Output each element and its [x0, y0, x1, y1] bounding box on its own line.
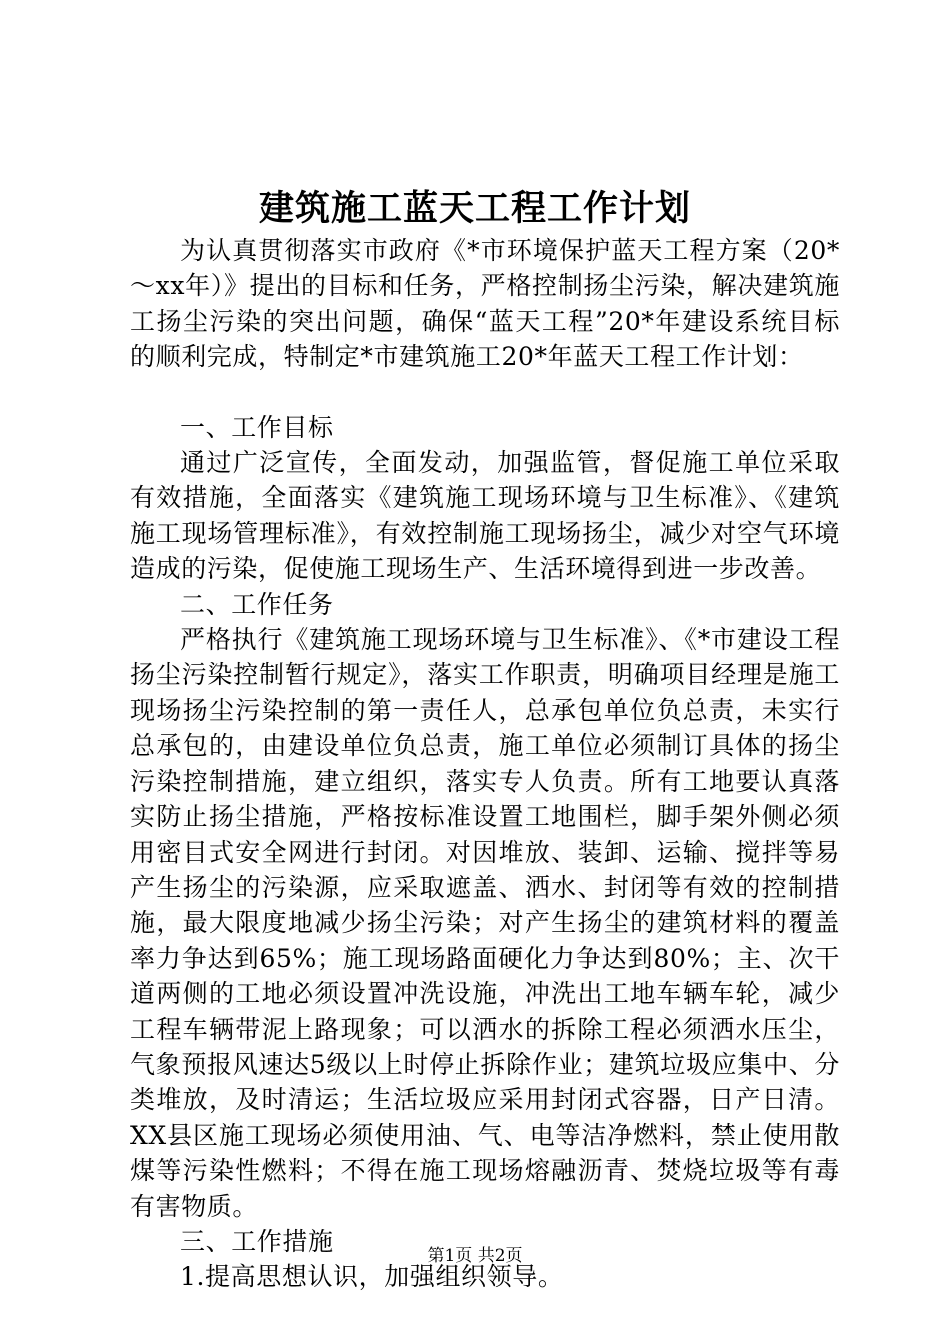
measures-item-1: 1.提高思想认识，加强组织领导。 [180, 1262, 564, 1292]
section-body-goals: 通过广泛宣传，全面发动，加强监管，督促施工单位采取有效措施，全面落实《建筑施工现场环境与卫生标准》、《建筑施工现场管理标准》，有效控制施工现场扬尘，减少对空气环境造成的污染，促使施工现场生产、生活环境得到进一步改善。 [130, 448, 840, 584]
section-heading-tasks: 二、工作任务 [180, 589, 334, 619]
page-number-footer: 第1页 共2页 [427, 1246, 523, 1266]
paragraph-spacer [130, 375, 840, 410]
section-body-tasks: 严格执行《建筑施工现场环境与卫生标准》、《*市建设工程扬尘污染控制暂行规定》，落实工作职责，明确项目经理是施工现场扬尘污染控制的第一责任人，总承包单位负总责，未实行总承包的，由建设单位负总责，施工单位必须制订具体的扬尘污染控制措施，建立组织，落实专人负责。所有工地要认真落实防止扬尘措施，严格按标准设置工地围栏，脚手架外侧必须用密目式安全网进行封闭。对因堆放、装卸、运输、搅拌等易产生扬尘的污染源，应采取遮盖、洒水、封闭等有效的控制措施，最大限度地减少扬尘污染；对产生扬尘的建筑材料的覆盖率力争达到65%；施工现场路面硬化力争达到80%；主、次干道两侧的工地必须设置冲洗设施，冲洗出工地车辆车轮，减少工程车辆带泥上路现象；可以洒水的拆除工程必须洒水压尘，气象预报风速达5级以上时停止拆除作业；建筑垃圾应集中、分类堆放，及时清运；生活垃圾应采用封闭式容器，日产日清。XX县区施工现场必须使用油、气、电等洁净燃料，禁止使用散煤等污染性燃料；不得在施工现场熔融沥青、焚烧垃圾等有毒有害物质。 [130, 625, 840, 1221]
document-body [130, 233, 840, 1295]
section-heading-goals: 一、工作目标 [180, 412, 334, 442]
section-heading-measures: 三、工作措施 [180, 1226, 334, 1256]
intro-paragraph: 为认真贯彻落实市政府《*市环境保护蓝天工程方案（20*～xx年）》提出的目标和任务，严格控制扬尘污染，解决建筑施工扬尘污染的突出问题，确保“蓝天工程”20*年建设系统目标的顺利完成，特制定*市建筑施工20*年蓝天工程工作计划： [130, 236, 840, 372]
document-title: 建筑施工蓝天工程工作计划 [258, 188, 691, 229]
